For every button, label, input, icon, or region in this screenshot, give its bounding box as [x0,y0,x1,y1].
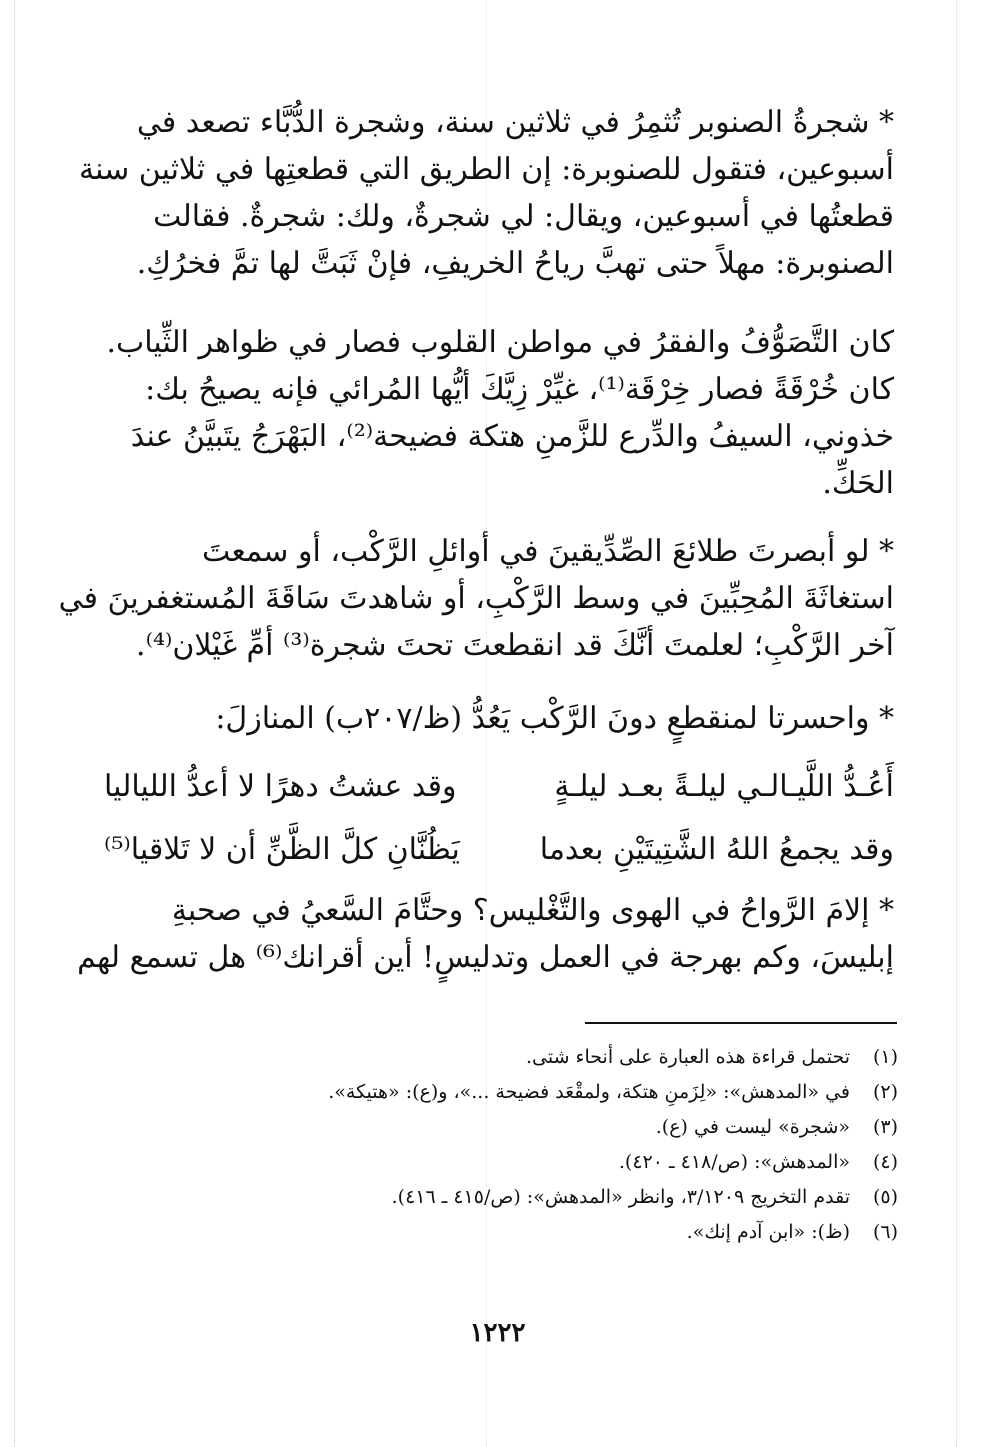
poem-second-hemistich: وقد عشتُ دهرًا لا أعدُّ اللياليا [104,769,457,804]
text-line: * لو أبصرتَ طلائعَ الصِّدِّيقينَ في أوائلِ الرَّكْب، أو سمعتَ [202,534,894,569]
text-line: خذوني، السيفُ والدِّرع للزَّمنِ هتكة فضيحة⁽²⁾، البَهْرَجُ يتَبيَّنُ عندَ [130,419,894,454]
text-line: * إلامَ الرَّواحُ في الهوى والتَّغْليس؟ وحتَّامَ السَّعيُ في صحبةِ [171,893,894,928]
text-line: الصنوبرة: مهلاً حتى تهبَّ رياحُ الخريفِ، فإنْ ثَبَتَّ لها تمَّ فخرُكِ. [136,246,894,281]
text-line: كان خُرْقَةً فصار خِرْقَة⁽¹⁾، غيِّرْ زِيَّكَ أيُّها المُرائي فإنه يصيحُ بك: [145,372,894,407]
paragraph-closing [77,887,894,981]
poem-second-hemistich: يَظُنَّانِ كلَّ الظَّنِّ أن لا تَلاقيا⁽⁵⁾ [104,832,460,867]
footnote-number: (٤) [872,1151,898,1173]
text-line: الحَكِّ. [822,466,894,501]
text-line: قطعتُها في أسبوعين، ويقال: لي شجرةٌ، ولك: شجرةٌ. فقالت [153,199,894,234]
text-line: إبليسَ، وكم بهرجة في العمل وتدليسٍ! أين أقرانك⁽⁶⁾ هل تسمع لهم [77,940,894,975]
footnote [150,1215,898,1250]
footnote [150,1110,898,1145]
footnote [150,1145,898,1180]
paragraph-lament [104,695,894,742]
footnote-separator [585,1022,897,1024]
text-line: استغاثَةَ المُحِبِّينَ في وسط الرَّكْبِ، أو شاهدتَ سَاقَةَ المُستغفرينَ في [58,581,894,616]
footnote-number: (٦) [872,1221,898,1243]
footnote-number: (٥) [872,1186,898,1208]
page-number: ١٢٢٢ [469,1318,526,1348]
poem-verse [104,826,894,873]
footnotes [150,1040,898,1250]
footnote-number: (٢) [872,1081,898,1103]
footnote-text: (ظ): «ابن آدم إنك». [686,1221,850,1243]
text-line: أسبوعين، فتقول للصنوبرة: إن الطريق التي قطعتِها في ثلاثين سنة [78,152,894,187]
footnote-text: تقدم التخريج ٣/١٢٠٩، وانظر «المدهش»: (ص/٤١٥ ـ ٤١٦). [391,1186,850,1208]
text-line: كان التَّصَوُّفُ والفقرُ في مواطن القلوب فصار في ظواهر الثِّياب. [106,325,894,360]
footnote-text: تحتمل قراءة هذه العبارة على أنحاء شتى. [525,1046,850,1068]
poem-verse [104,763,894,810]
poem-first-hemistich: وقد يجمعُ اللهُ الشَّتِيتَيْنِ بعدما [539,832,894,867]
text-line: * شجرةُ الصنوبر تُثمِرُ في ثلاثين سنة، وشجرة الدُّبَّاء تصعد في [136,105,894,140]
paragraph-pine-tree [78,99,894,287]
footnote-number: (٣) [872,1116,898,1138]
paragraph-sufism [104,319,894,507]
page-edge-dots-right [956,0,957,1447]
footnote [150,1040,898,1075]
page-edge-dots [14,0,15,1447]
footnote-number: (١) [872,1046,898,1068]
footnote-text: في «المدهش»: «لِزَمنِ هتكة، ولمقْعَد فضيحة ...»، و(ع): «هتيكة». [328,1081,850,1103]
poem-first-hemistich: أَعُـدُّ اللَّيـالـي ليلـةً بعـد ليلـةٍ [554,769,894,804]
footnote-text: «المدهش»: (ص/٤١٨ ـ ٤٢٠). [618,1151,850,1173]
text-line: آخر الرَّكْبِ؛ لعلمتَ أنَّكَ قد انقطعتَ تحتَ شجرة⁽³⁾ أمِّ غَيْلان⁽⁴⁾. [136,628,894,663]
paragraph-caravan [58,528,894,669]
text-line: * واحسرتا لمنقطعٍ دونَ الرَّكْب يَعُدُّ (ظ/٢٠٧ب) المنازلَ: [215,701,894,736]
footnote [150,1180,898,1215]
footnote [150,1075,898,1110]
footnote-text: «شجرة» ليست في (ع). [655,1116,850,1138]
